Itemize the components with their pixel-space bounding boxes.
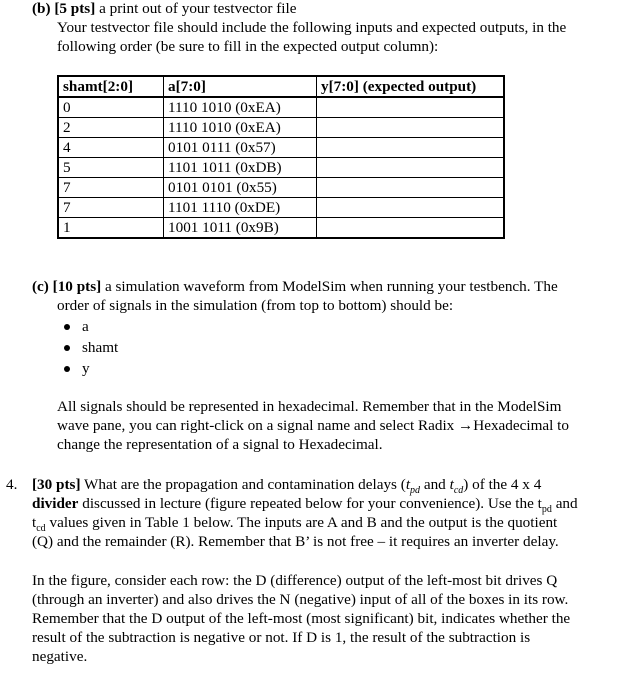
cell-y xyxy=(317,178,505,198)
table-header-row xyxy=(58,76,504,97)
cell-shamt: 7 xyxy=(58,198,164,218)
q4-text: What are the propagation and contamination delays ( xyxy=(80,476,406,493)
table-row xyxy=(58,178,504,198)
part-c-note2: wave pane, you can right-click on a signal name and select Radix →Hexadecimal to xyxy=(57,417,569,434)
testvector-table xyxy=(57,75,505,239)
table-row xyxy=(58,118,504,138)
table-row xyxy=(58,138,504,158)
table-row xyxy=(58,198,504,218)
cell-shamt: 4 xyxy=(58,138,164,158)
cell-a: 1101 1011 (0xDB) xyxy=(164,158,317,178)
tcd-subscript: cd xyxy=(36,523,46,535)
bullet-icon xyxy=(64,324,70,330)
part-c-line1-text: a simulation waveform from ModelSim when running your testbench. The xyxy=(101,278,558,295)
signal-shamt: shamt xyxy=(82,339,119,356)
part-c-line2: order of signals in the simulation (from top to bottom) should be: xyxy=(57,297,454,314)
part-c-note3: change the representation of a signal to Hexadecimal. xyxy=(57,436,383,453)
header-y: y[7:0] (expected output) xyxy=(317,76,505,97)
cell-y xyxy=(317,218,505,239)
header-shamt: shamt[2:0] xyxy=(58,76,164,97)
cell-a: 1110 1010 (0xEA) xyxy=(164,97,317,118)
part-c-note1: All signals should be represented in hexadecimal. Remember that in the ModelSim xyxy=(57,398,562,415)
q4-para2-line3: Remember that the D output of the left-most (most significant) bit, indicates whether the xyxy=(32,610,571,627)
cell-shamt: 7 xyxy=(58,178,164,198)
q4-number: 4. xyxy=(6,476,18,493)
part-b-line1: Your testvector file should include the following inputs and expected outputs, in the xyxy=(57,19,567,36)
q4-para2-line2: (through an inverter) and also drives the N (negative) input of all of the boxes in its row. xyxy=(32,591,569,608)
q4-para2-line1: In the figure, consider each row: the D (difference) output of the left-most bit drives Q xyxy=(32,572,558,589)
tpd-subscript: pd xyxy=(541,504,552,516)
tpd-subscript: pd xyxy=(410,485,421,497)
bullet-icon xyxy=(64,345,70,351)
q4-text: ) of the 4 x 4 xyxy=(463,476,542,493)
table-row xyxy=(58,158,504,178)
cell-shamt: 0 xyxy=(58,97,164,118)
q4-line4: (Q) and the remainder (R). Remember that B’ is not free – it requires an inverter delay. xyxy=(32,533,559,550)
table-row xyxy=(58,97,504,118)
cell-a: 1001 1011 (0x9B) xyxy=(164,218,317,239)
signal-a: a xyxy=(82,318,89,335)
q4-points: [30 pts] xyxy=(32,476,81,493)
part-b-title-text: a print out of your testvector file xyxy=(95,0,297,17)
q4-text: values given in Table 1 below. The inputs are A and B and the output is the quotient xyxy=(45,514,558,531)
q4-para2-line5: negative. xyxy=(32,648,88,665)
cell-shamt: 1 xyxy=(58,218,164,239)
part-c-line1 xyxy=(32,278,558,296)
tcd-subscript: cd xyxy=(453,485,464,497)
bullet-icon xyxy=(64,366,70,372)
signal-y: y xyxy=(82,360,90,377)
cell-y xyxy=(317,138,505,158)
header-a: a[7:0] xyxy=(164,76,317,97)
q4-text: discussed in lecture (figure repeated below for your convenience). Use the t xyxy=(78,495,542,512)
tpd-symbol: t xyxy=(405,476,411,493)
q4-text: and xyxy=(551,495,578,512)
cell-a: 1110 1010 (0xEA) xyxy=(164,118,317,138)
cell-y xyxy=(317,97,505,118)
cell-y xyxy=(317,198,505,218)
divider-term: divider xyxy=(32,495,79,512)
cell-shamt: 5 xyxy=(58,158,164,178)
cell-a: 1101 1110 (0xDE) xyxy=(164,198,317,218)
part-b-label: (b) [5 pts] xyxy=(32,0,96,17)
table-row xyxy=(58,218,504,239)
q4-para2-line4: result of the subtraction is negative or not. If D is 1, the result of the subtraction is xyxy=(32,629,531,646)
cell-a: 0101 0101 (0x55) xyxy=(164,178,317,198)
cell-a: 0101 0111 (0x57) xyxy=(164,138,317,158)
cell-y xyxy=(317,158,505,178)
part-c-label: (c) [10 pts] xyxy=(32,278,102,295)
part-b-line2: following order (be sure to fill in the expected output column): xyxy=(57,38,439,55)
cell-shamt: 2 xyxy=(58,118,164,138)
tcd-symbol: t xyxy=(32,514,37,531)
cell-y xyxy=(317,118,505,138)
part-b-title xyxy=(32,0,296,18)
tcd-symbol: t xyxy=(449,476,454,493)
q4-text: and xyxy=(420,476,450,493)
